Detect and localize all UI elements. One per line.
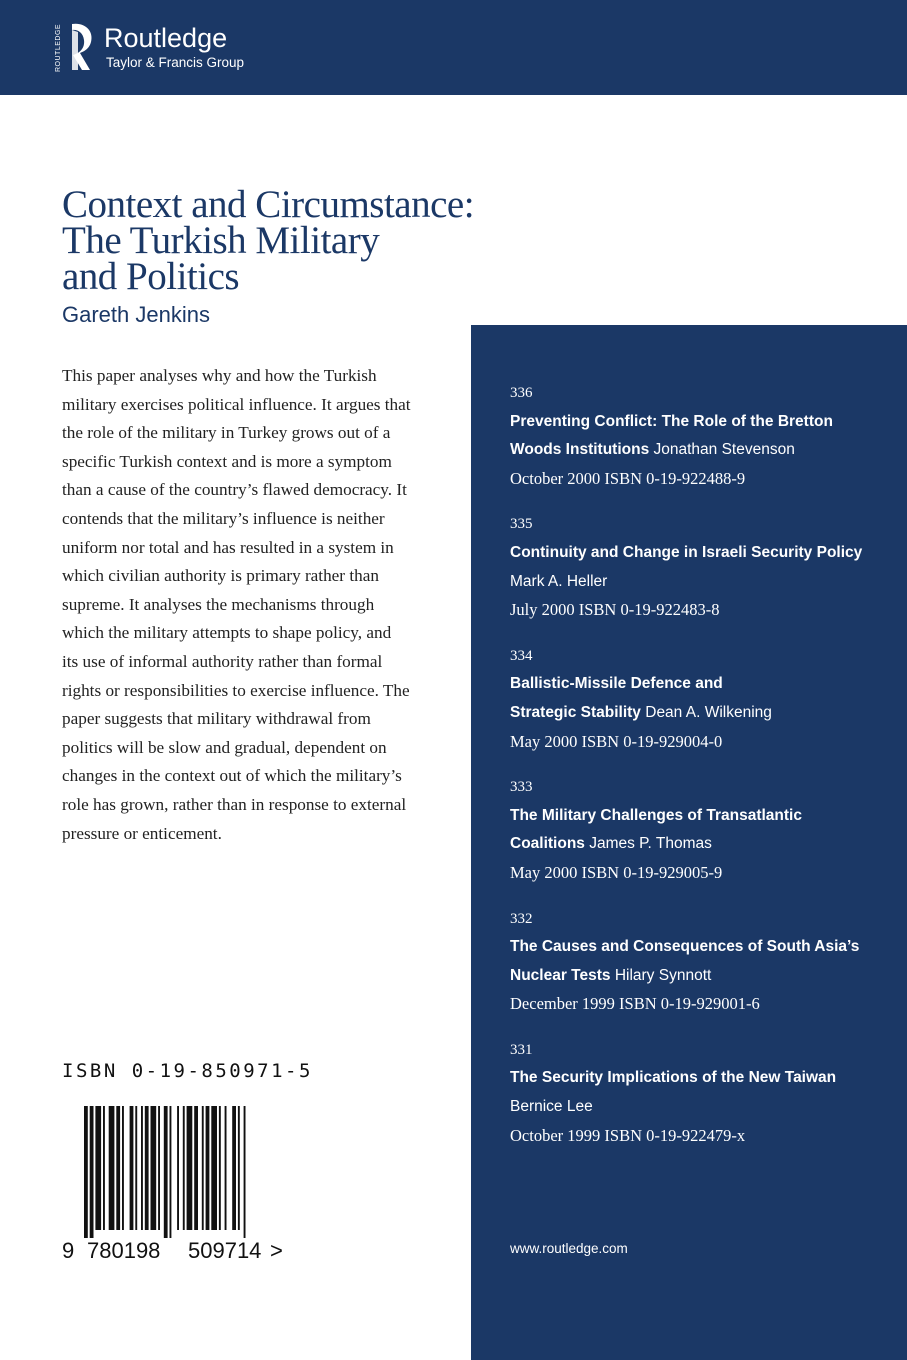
title-line: The Turkish Military <box>62 219 380 262</box>
abstract-line: rights or responsibilities to exercise influence. The <box>62 680 410 700</box>
series-author-text: Hilary Synnott <box>610 966 712 984</box>
series-line1 <box>510 539 890 568</box>
series-line2 <box>510 1093 890 1122</box>
series-date-isbn: May 2000 ISBN 0-19-929004-0 <box>510 731 723 751</box>
abstract-line: paper suggests that military withdrawal from <box>62 709 371 729</box>
series-title-text: Strategic Stability <box>510 703 641 721</box>
series-number: 335 <box>510 516 533 533</box>
series-title-text: The Causes and Consequences of South Asia’s <box>510 938 860 956</box>
barcode-bar <box>164 1106 168 1238</box>
series-line2 <box>510 699 890 728</box>
series-number: 331 <box>510 1041 533 1058</box>
barcode-digit-group-1: 780198 <box>87 1238 161 1263</box>
series-author-text: Bernice Lee <box>510 1098 593 1116</box>
barcode-bar <box>202 1106 204 1230</box>
barcode-bars <box>84 1106 246 1238</box>
routledge-logo-icon <box>58 20 98 74</box>
series-item <box>510 905 890 1019</box>
series-title-text: Ballistic-Missile Defence and <box>510 675 723 693</box>
barcode-bar <box>103 1106 105 1230</box>
series-line2 <box>510 962 890 991</box>
series-author-text: Jonathan Stevenson <box>649 441 795 459</box>
abstract-line: which civilian authority is primary rather than <box>62 566 379 586</box>
abstract-line: changes in the context out of which the military’s <box>62 766 402 786</box>
barcode-bar <box>116 1106 120 1230</box>
series-date-isbn: October 1999 ISBN 0-19-922479-x <box>510 1125 746 1145</box>
series-item <box>510 379 890 493</box>
series-title-text: Preventing Conflict: The Role of the Bretton <box>510 412 833 430</box>
series-line1 <box>510 933 890 962</box>
series-title-text: The Security Implications of the New Taiwan <box>510 1069 837 1087</box>
publisher-header-bar <box>0 0 907 95</box>
abstract-line: its use of informal authority rather than formal <box>62 651 383 671</box>
barcode-bar <box>232 1106 236 1230</box>
title-line: Context and Circumstance: <box>62 183 475 226</box>
publisher-group: Taylor & Francis Group <box>106 55 245 70</box>
barcode-bar <box>244 1106 246 1238</box>
barcode-bar <box>109 1106 115 1230</box>
abstract-line: role has grown, rather than in response to external <box>62 794 407 814</box>
abstract-line: This paper analyses why and how the Turkish <box>62 366 377 385</box>
barcode-bar <box>194 1106 198 1230</box>
barcode-bar <box>187 1106 193 1230</box>
series-date-isbn: October 2000 ISBN 0-19-922488-9 <box>510 468 746 488</box>
book-title <box>62 183 522 298</box>
series-title-text: The Military Challenges of Transatlantic <box>510 806 802 824</box>
series-list <box>510 379 890 1167</box>
barcode-tail-mark: > <box>270 1238 283 1263</box>
abstract-line: which the military attempts to shape policy, and <box>62 623 392 643</box>
barcode-bar <box>122 1106 124 1230</box>
series-number: 334 <box>510 647 533 664</box>
barcode-bar <box>225 1106 227 1230</box>
barcode-bar <box>90 1106 94 1238</box>
barcode-bar <box>238 1106 240 1230</box>
series-author-text: James P. Thomas <box>584 835 712 853</box>
series-number: 333 <box>510 779 533 796</box>
abstract-line: than a cause of the country’s flawed democracy. It <box>62 480 407 500</box>
abstract-line: pressure or enticement. <box>62 823 222 843</box>
barcode-bar <box>130 1106 134 1230</box>
series-line1 <box>510 1064 890 1093</box>
abstract-line: uniform nor total and has resulted in a system in <box>62 537 394 557</box>
barcode-bar <box>219 1106 221 1230</box>
barcode-bar <box>183 1106 185 1230</box>
title-line: and Politics <box>62 255 240 298</box>
series-line1 <box>510 670 890 699</box>
abstract-line: specific Turkish context and is more a symptom <box>62 451 392 471</box>
barcode-bar <box>95 1106 101 1230</box>
series-line2 <box>510 436 890 465</box>
abstract-line: supreme. It analyses the mechanisms through <box>62 594 375 614</box>
series-date-isbn: May 2000 ISBN 0-19-929005-9 <box>510 862 723 882</box>
series-item <box>510 773 890 887</box>
barcode-bar <box>177 1106 179 1230</box>
series-line1 <box>510 408 890 437</box>
barcode <box>62 1106 302 1266</box>
series-title-text: Woods Institutions <box>510 441 650 459</box>
barcode-bar <box>141 1106 143 1230</box>
barcode-bar <box>170 1106 172 1238</box>
abstract-line: the role of the military in Turkey grows out of a <box>62 423 391 443</box>
barcode-bar <box>84 1106 88 1238</box>
isbn-label: ISBN 0-19-850971-5 <box>62 1060 313 1082</box>
barcode-bar <box>151 1106 157 1230</box>
series-title-text: Nuclear Tests <box>510 966 611 984</box>
barcode-bar <box>135 1106 137 1230</box>
book-author: Gareth Jenkins <box>62 302 210 327</box>
series-date-isbn: July 2000 ISBN 0-19-922483-8 <box>510 600 720 620</box>
series-line2 <box>510 568 890 597</box>
series-line1 <box>510 802 890 831</box>
series-line2 <box>510 830 890 859</box>
series-title-text: Continuity and Change in Israeli Security Policy <box>510 543 863 561</box>
abstract-line: military exercises political influence. It argues that <box>62 394 411 414</box>
series-number: 332 <box>510 910 533 927</box>
book-abstract <box>62 362 457 848</box>
publisher-name: Routledge <box>104 23 228 53</box>
barcode-bar <box>211 1106 217 1230</box>
barcode-bar <box>145 1106 149 1230</box>
series-item <box>510 1036 890 1150</box>
barcode-bar <box>158 1106 160 1230</box>
series-item <box>510 510 890 624</box>
publisher-website: www.routledge.com <box>510 1241 628 1256</box>
abstract-line: contends that the military’s influence is neither <box>62 508 385 528</box>
barcode-digit-group-2: 509714 <box>188 1238 262 1263</box>
series-item <box>510 642 890 756</box>
barcode-lead-digit: 9 <box>62 1238 75 1263</box>
logo-vertical-wordmark: ROUTLEDGE <box>55 23 62 73</box>
series-number: 336 <box>510 385 533 401</box>
series-author-text: Mark A. Heller <box>510 572 608 590</box>
barcode-bar <box>206 1106 210 1230</box>
series-author-text: Dean A. Wilkening <box>640 703 772 721</box>
series-title-text: Coalitions <box>510 835 585 853</box>
series-date-isbn: December 1999 ISBN 0-19-929001-6 <box>510 994 760 1014</box>
abstract-line: politics will be slow and gradual, dependent on <box>62 737 387 757</box>
